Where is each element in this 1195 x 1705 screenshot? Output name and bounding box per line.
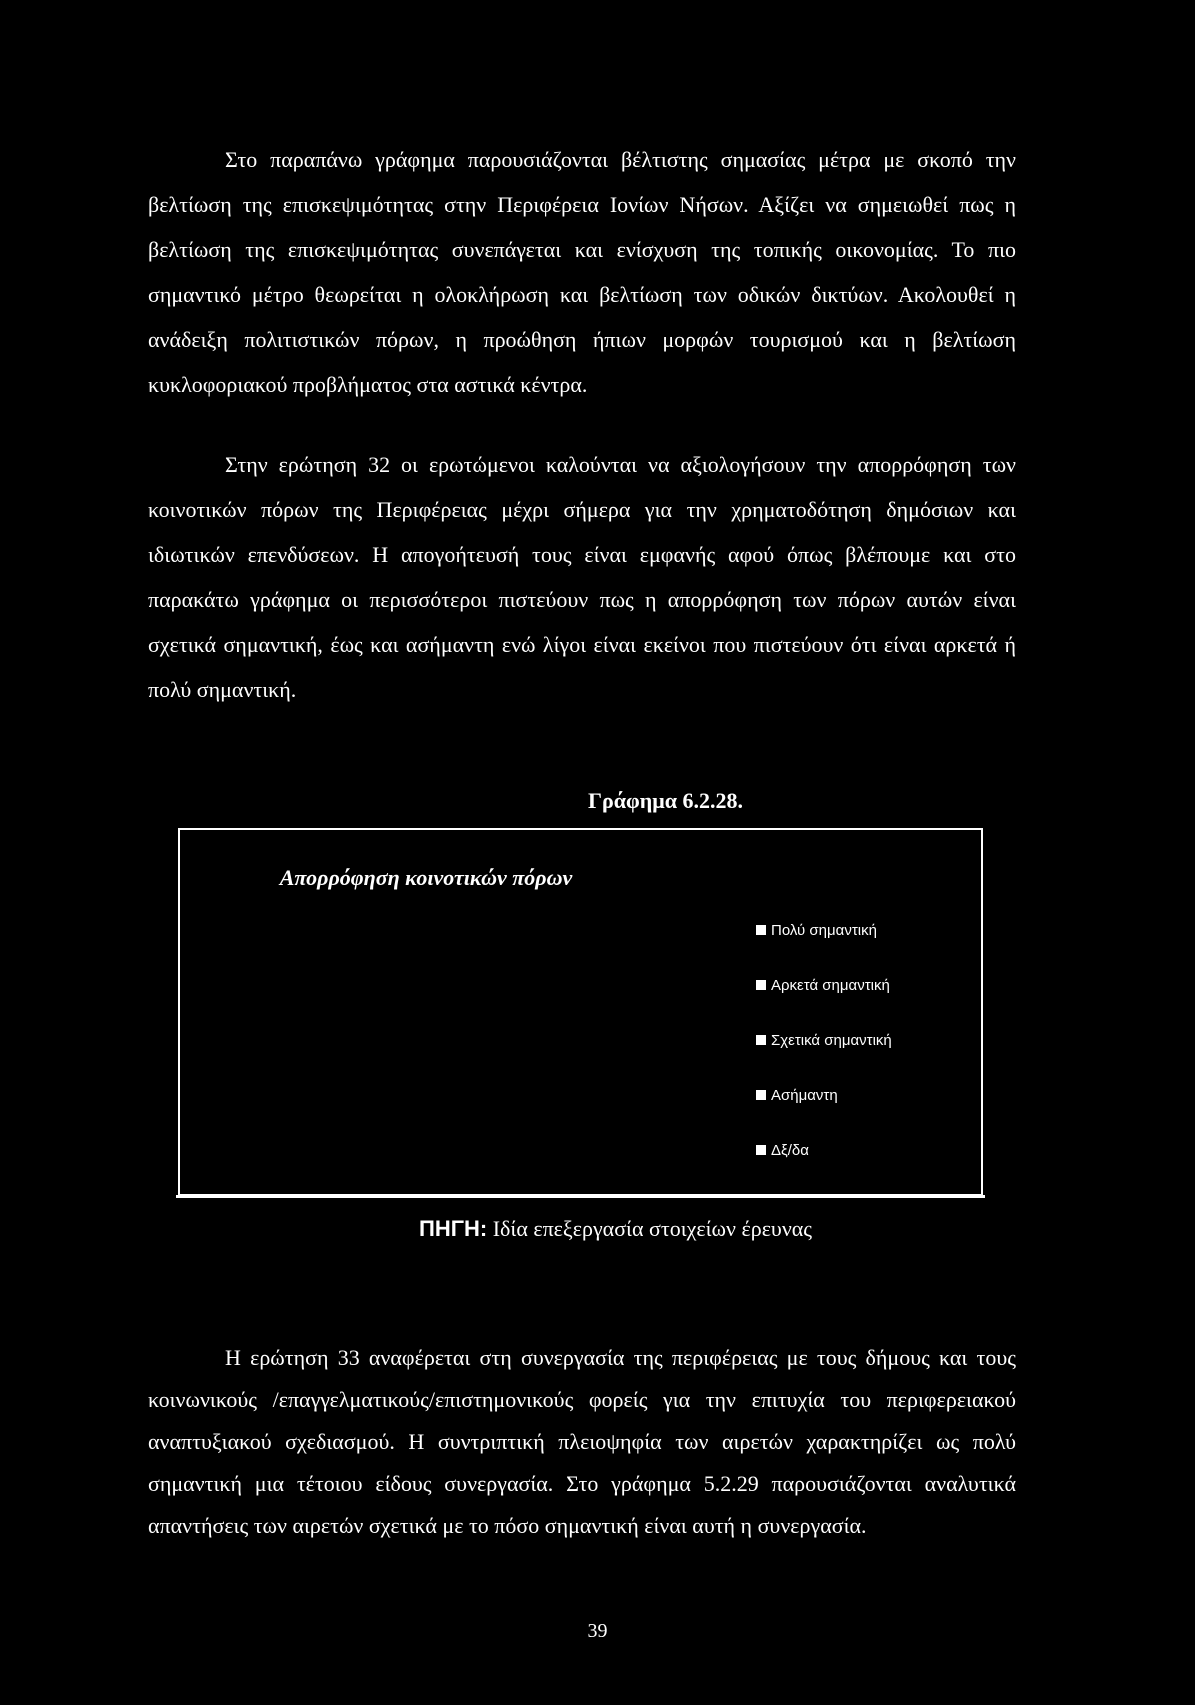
paragraph-chart-summary	[148, 137, 1016, 407]
legend-label: Δξ/δα	[771, 1142, 809, 1159]
chart-title: Απορρόφηση κοινοτικών πόρων	[279, 865, 573, 890]
paragraph-1-text: Στο παραπάνω γράφημα παρουσιάζονται βέλτιστης σημασίας μέτρα με σκοπό την βελτίωση της επισκεψιμότητας στην Περιφέρεια Ιονίων Νήσων. Αξίζει να σημειωθεί πως η βελτίωση της επισκεψιμότητας συνεπάγεται και ενίσχυση της τοπικής οικονομίας. Το πιο σημαντικό μέτρο θεωρείται η ολοκλήρωση και βελτίωση των οδικών δικτύων. Ακολουθεί η ανάδειξη πολιτιστικών πόρων, η προώθηση ήπιων μορφών τουρισμού και η βελτίωση κυκλοφοριακού προβλήματος στα αστικά κέντρα.	[148, 147, 1016, 397]
legend-swatch	[756, 1035, 766, 1045]
legend-swatch	[756, 1145, 766, 1155]
legend-label: Πολύ σημαντική	[771, 922, 877, 939]
chart-frame-bottom-edge	[176, 1195, 985, 1198]
legend-label: Σχετικά σημαντική	[771, 1032, 892, 1049]
legend-swatch	[756, 925, 766, 935]
legend-item	[756, 920, 892, 975]
source-note	[18, 1216, 1195, 1242]
source-label: ΠΗΓΗ:	[418, 1216, 488, 1241]
legend-swatch	[756, 1090, 766, 1100]
page-number: 39	[587, 1620, 608, 1642]
legend-label: Αρκετά σημαντική	[771, 977, 890, 994]
source-text: Ιδία επεξεργασία στοιχείων έρευνας	[492, 1216, 813, 1241]
figure-caption: Γράφημα 6.2.28.	[587, 788, 744, 813]
paragraph-2-text: Στην ερώτηση 32 οι ερωτώμενοι καλούνται να αξιολογήσουν την απορρόφηση των κοινοτικών πόρων της Περιφέρειας μέχρι σήμερα για την χρηματοδότηση δημόσιων και ιδιωτικών επενδύσεων. Η απογοήτευσή τους είναι εμφανής αφού όπως βλέπουμε και στο παρακάτω γράφημα οι περισσότεροι πιστεύουν πως η απορρόφηση των πόρων αυτών είναι σχετικά σημαντική, έως και ασήμαντη ενώ λίγοι είναι εκείνοι που πιστεύουν ότι είναι αρκετά ή πολύ σημαντική.	[148, 452, 1016, 702]
legend-label: Ασήμαντη	[771, 1087, 838, 1104]
legend-swatch	[756, 980, 766, 990]
chart-legend	[756, 920, 892, 1195]
legend-item	[756, 1085, 892, 1140]
paragraph-question-33	[148, 1337, 1016, 1547]
paragraph-question-32	[148, 442, 1016, 712]
legend-item	[756, 1030, 892, 1085]
legend-item	[756, 1140, 892, 1195]
legend-item	[756, 975, 892, 1030]
paragraph-3-text: Η ερώτηση 33 αναφέρεται στη συνεργασία της περιφέρειας με τους δήμους και τους κοινωνικούς /επαγγελματικούς/επιστημονικούς φορείς για την επιτυχία του περιφερειακού αναπτυξιακού σχεδιασμού. Η συντριπτική πλειοψηφία των αιρετών χαρακτηρίζει ως πολύ σημαντική μια τέτοιου είδους συνεργασία. Στο γράφημα 5.2.29 παρουσιάζονται αναλυτικά απαντήσεις των αιρετών σχετικά με το πόσο σημαντική είναι αυτή η συνεργασία.	[148, 1345, 1016, 1538]
